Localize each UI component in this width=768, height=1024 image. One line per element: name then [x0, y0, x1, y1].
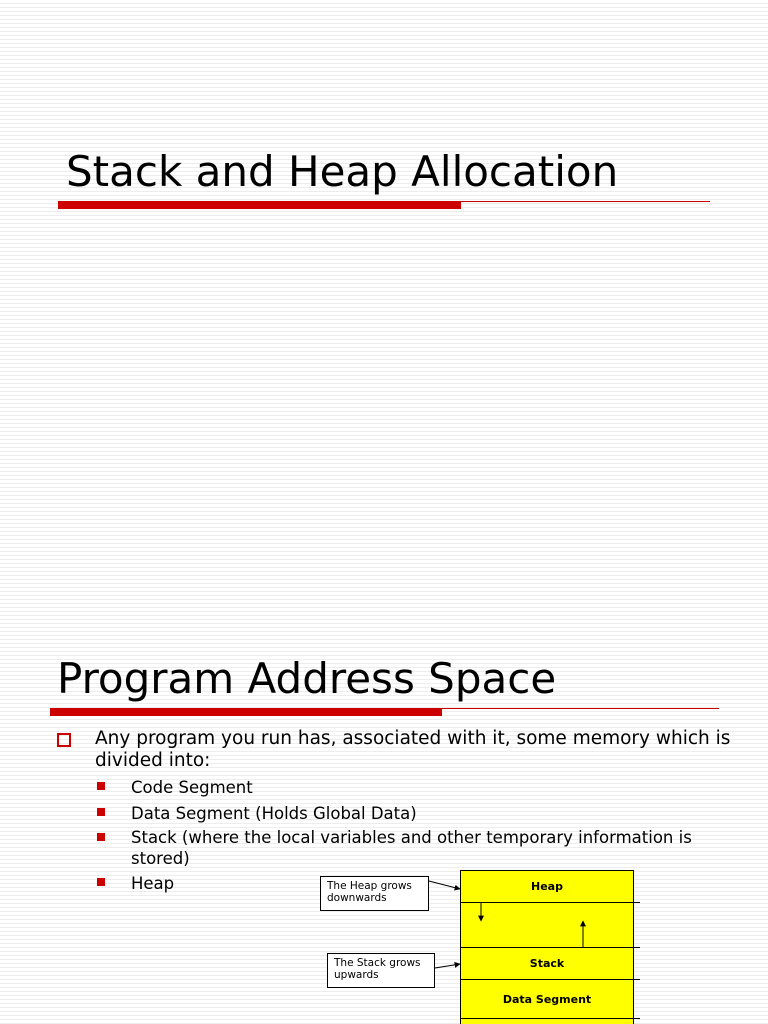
stack-callout-pointer [435, 964, 460, 968]
slide-title: Program Address Space [57, 654, 557, 703]
stack-grows-callout: The Stack grows upwards [327, 953, 435, 988]
slide-title: Stack and Heap Allocation [66, 147, 619, 196]
heap-segment: Heap [460, 870, 634, 902]
heap-callout-pointer [429, 881, 460, 889]
heap-grows-callout: The Heap grows downwards [320, 876, 429, 911]
title-underline-thick [58, 201, 461, 209]
bullet-text: Any program you run has, associated with it, some memory which is divided into: [95, 728, 731, 771]
data-segment: Data Segment [460, 980, 634, 1018]
stack-segment: Stack [460, 948, 634, 979]
sub-item-stack: Stack (where the local variables and other temporary information is stored) [131, 828, 692, 868]
slide-2 [0, 632, 768, 1024]
title-underline-thin [461, 201, 710, 202]
sub-item-data-segment: Data Segment (Holds Global Data) [131, 804, 417, 823]
diagram-arrows [0, 632, 768, 1024]
sub-item-heap: Heap [131, 874, 175, 893]
sub-item-code-segment: Code Segment [131, 778, 253, 797]
